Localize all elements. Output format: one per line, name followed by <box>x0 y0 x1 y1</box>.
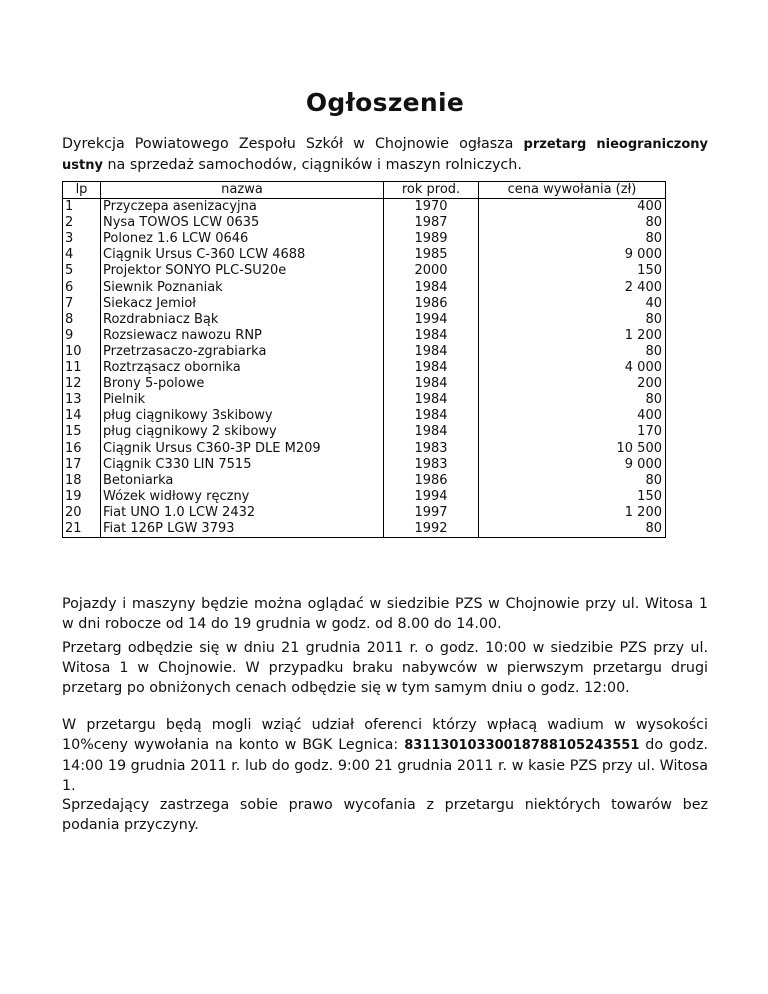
cell-cena: 10 500 <box>479 441 666 457</box>
cell-nazwa: Przetrzasaczo-zgrabiarka <box>101 344 384 360</box>
cell-nazwa: Betoniarka <box>101 473 384 489</box>
auction-date-paragraph: Przetarg odbędzie się w dniu 21 grudnia 2011 r. o godz. 10:00 w siedzibie PZS przy ul. Witosa 1 w Chojnowie. W przypadku braku nabywców w pierwszym przetargu drugi przetarg po obniżonych cenach odbędzie się w tym samym dniu o godz. 12:00. <box>62 640 708 696</box>
cell-rok-prod: 1997 <box>384 505 479 521</box>
table-body <box>63 199 666 538</box>
cell-lp: 18 <box>63 473 101 489</box>
table-row <box>63 489 666 505</box>
cell-rok-prod: 2000 <box>384 263 479 279</box>
cell-lp: 14 <box>63 408 101 424</box>
cell-cena: 1 200 <box>479 328 666 344</box>
table-row <box>63 392 666 408</box>
table-row <box>63 376 666 392</box>
deposit-text-end: do godz. 14:00 19 grudnia 2011 r. lub do godz. 9:00 21 grudnia 2011 r. w kasie PZS przy ul. Witosa 1. <box>62 737 709 794</box>
cell-nazwa: Ciągnik Ursus C-360 LCW 4688 <box>101 247 384 263</box>
cell-rok-prod: 1984 <box>384 328 479 344</box>
cell-rok-prod: 1994 <box>384 312 479 328</box>
intro-bold-text: przetarg nieograniczony ustny <box>62 137 708 173</box>
cell-rok-prod: 1984 <box>384 392 479 408</box>
cell-lp: 19 <box>63 489 101 505</box>
cell-rok-prod: 1984 <box>384 408 479 424</box>
table-header-row <box>63 182 666 199</box>
cell-lp: 20 <box>63 505 101 521</box>
cell-cena: 150 <box>479 489 666 505</box>
table-row <box>63 215 666 231</box>
table-row <box>63 263 666 279</box>
cell-rok-prod: 1994 <box>384 489 479 505</box>
cell-rok-prod: 1986 <box>384 296 479 312</box>
table-row <box>63 424 666 440</box>
table-row <box>63 408 666 424</box>
cell-nazwa: Przyczepa asenizacyjna <box>101 199 384 216</box>
cell-cena: 400 <box>479 408 666 424</box>
cell-cena: 9 000 <box>479 457 666 473</box>
cell-nazwa: Ciągnik C330 LIN 7515 <box>101 457 384 473</box>
cell-rok-prod: 1987 <box>384 215 479 231</box>
cell-nazwa: pług ciągnikowy 2 skibowy <box>101 424 384 440</box>
table-row <box>63 231 666 247</box>
cell-rok-prod: 1983 <box>384 441 479 457</box>
cell-nazwa: Brony 5-polowe <box>101 376 384 392</box>
table-row <box>63 441 666 457</box>
cell-nazwa: Fiat UNO 1.0 LCW 2432 <box>101 505 384 521</box>
cell-cena: 80 <box>479 473 666 489</box>
table-row <box>63 328 666 344</box>
cell-cena: 170 <box>479 424 666 440</box>
cell-rok-prod: 1970 <box>384 199 479 216</box>
cell-cena: 80 <box>479 215 666 231</box>
cell-rok-prod: 1984 <box>384 376 479 392</box>
cell-rok-prod: 1984 <box>384 360 479 376</box>
cell-lp: 7 <box>63 296 101 312</box>
table-row <box>63 199 666 216</box>
cell-lp: 1 <box>63 199 101 216</box>
cell-nazwa: Nysa TOWOS LCW 0635 <box>101 215 384 231</box>
table-row <box>63 280 666 296</box>
table-row <box>63 521 666 538</box>
cell-rok-prod: 1989 <box>384 231 479 247</box>
table-row <box>63 312 666 328</box>
header-lp: lp <box>63 182 101 199</box>
cell-nazwa: Rozsiewacz nawozu RNP <box>101 328 384 344</box>
table-row <box>63 344 666 360</box>
cell-lp: 11 <box>63 360 101 376</box>
cell-cena: 80 <box>479 344 666 360</box>
cell-lp: 5 <box>63 263 101 279</box>
cell-nazwa: Wózek widłowy ręczny <box>101 489 384 505</box>
deposit-paragraph <box>62 715 708 796</box>
cell-nazwa: Roztrząsacz obornika <box>101 360 384 376</box>
cell-cena: 40 <box>479 296 666 312</box>
cell-lp: 6 <box>63 280 101 296</box>
cell-lp: 15 <box>63 424 101 440</box>
page-title: Ogłoszenie <box>305 88 465 117</box>
table-row <box>63 457 666 473</box>
cell-nazwa: Fiat 126P LGW 3793 <box>101 521 384 538</box>
cell-cena: 80 <box>479 231 666 247</box>
cell-rok-prod: 1985 <box>384 247 479 263</box>
cell-lp: 8 <box>63 312 101 328</box>
cell-cena: 1 200 <box>479 505 666 521</box>
cell-cena: 80 <box>479 521 666 538</box>
cell-cena: 2 400 <box>479 280 666 296</box>
cell-rok-prod: 1986 <box>384 473 479 489</box>
cell-lp: 10 <box>63 344 101 360</box>
cell-lp: 16 <box>63 441 101 457</box>
auction-items-table <box>62 181 666 538</box>
cell-cena: 400 <box>479 199 666 216</box>
cell-nazwa: Siekacz Jemioł <box>101 296 384 312</box>
cell-lp: 2 <box>63 215 101 231</box>
cell-nazwa: Siewnik Poznaniak <box>101 280 384 296</box>
cell-rok-prod: 1992 <box>384 521 479 538</box>
cell-lp: 21 <box>63 521 101 538</box>
cell-rok-prod: 1983 <box>384 457 479 473</box>
table-row <box>63 473 666 489</box>
bank-account-number: 83113010330018788105243551 <box>404 738 640 753</box>
intro-paragraph <box>62 134 708 176</box>
table-row <box>63 247 666 263</box>
intro-text-end: na sprzedaż samochodów, ciągników i maszyn rolniczych. <box>102 157 522 173</box>
cell-cena: 9 000 <box>479 247 666 263</box>
cell-lp: 3 <box>63 231 101 247</box>
header-rok-prod: rok prod. <box>384 182 479 199</box>
cell-nazwa: pług ciągnikowy 3skibowy <box>101 408 384 424</box>
cell-lp: 4 <box>63 247 101 263</box>
cell-nazwa: Projektor SONYO PLC-SU20e <box>101 263 384 279</box>
cell-lp: 13 <box>63 392 101 408</box>
cell-cena: 4 000 <box>479 360 666 376</box>
cell-lp: 9 <box>63 328 101 344</box>
cell-nazwa: Ciągnik Ursus C360-3P DLE M209 <box>101 441 384 457</box>
disclaimer-paragraph: Sprzedający zastrzega sobie prawo wycofania z przetargu niektórych towarów bez podania przyczyny. <box>62 797 708 833</box>
viewing-paragraph: Pojazdy i maszyny będzie można oglądać w siedzibie PZS w Chojnowie przy ul. Witosa 1 w dni robocze od 14 do 19 grudnia w godz. od 8.00 do 14.00. <box>62 596 708 632</box>
intro-text-start: Dyrekcja Powiatowego Zespołu Szkół w Chojnowie ogłasza <box>62 136 524 152</box>
header-cena: cena wywołania (zł) <box>479 182 666 199</box>
header-nazwa: nazwa <box>101 182 384 199</box>
cell-cena: 80 <box>479 392 666 408</box>
cell-nazwa: Rozdrabniacz Bąk <box>101 312 384 328</box>
cell-rok-prod: 1984 <box>384 424 479 440</box>
table-row <box>63 296 666 312</box>
cell-nazwa: Pielnik <box>101 392 384 408</box>
deposit-text-start: W przetargu będą mogli wziąć udział oferenci którzy wpłacą wadium w wysokości 10%ceny wywołania na konto w BGK Legnica: <box>62 717 708 753</box>
table-row <box>63 505 666 521</box>
cell-cena: 150 <box>479 263 666 279</box>
cell-lp: 17 <box>63 457 101 473</box>
cell-rok-prod: 1984 <box>384 280 479 296</box>
cell-cena: 80 <box>479 312 666 328</box>
table-row <box>63 360 666 376</box>
cell-lp: 12 <box>63 376 101 392</box>
cell-nazwa: Polonez 1.6 LCW 0646 <box>101 231 384 247</box>
cell-rok-prod: 1984 <box>384 344 479 360</box>
cell-cena: 200 <box>479 376 666 392</box>
